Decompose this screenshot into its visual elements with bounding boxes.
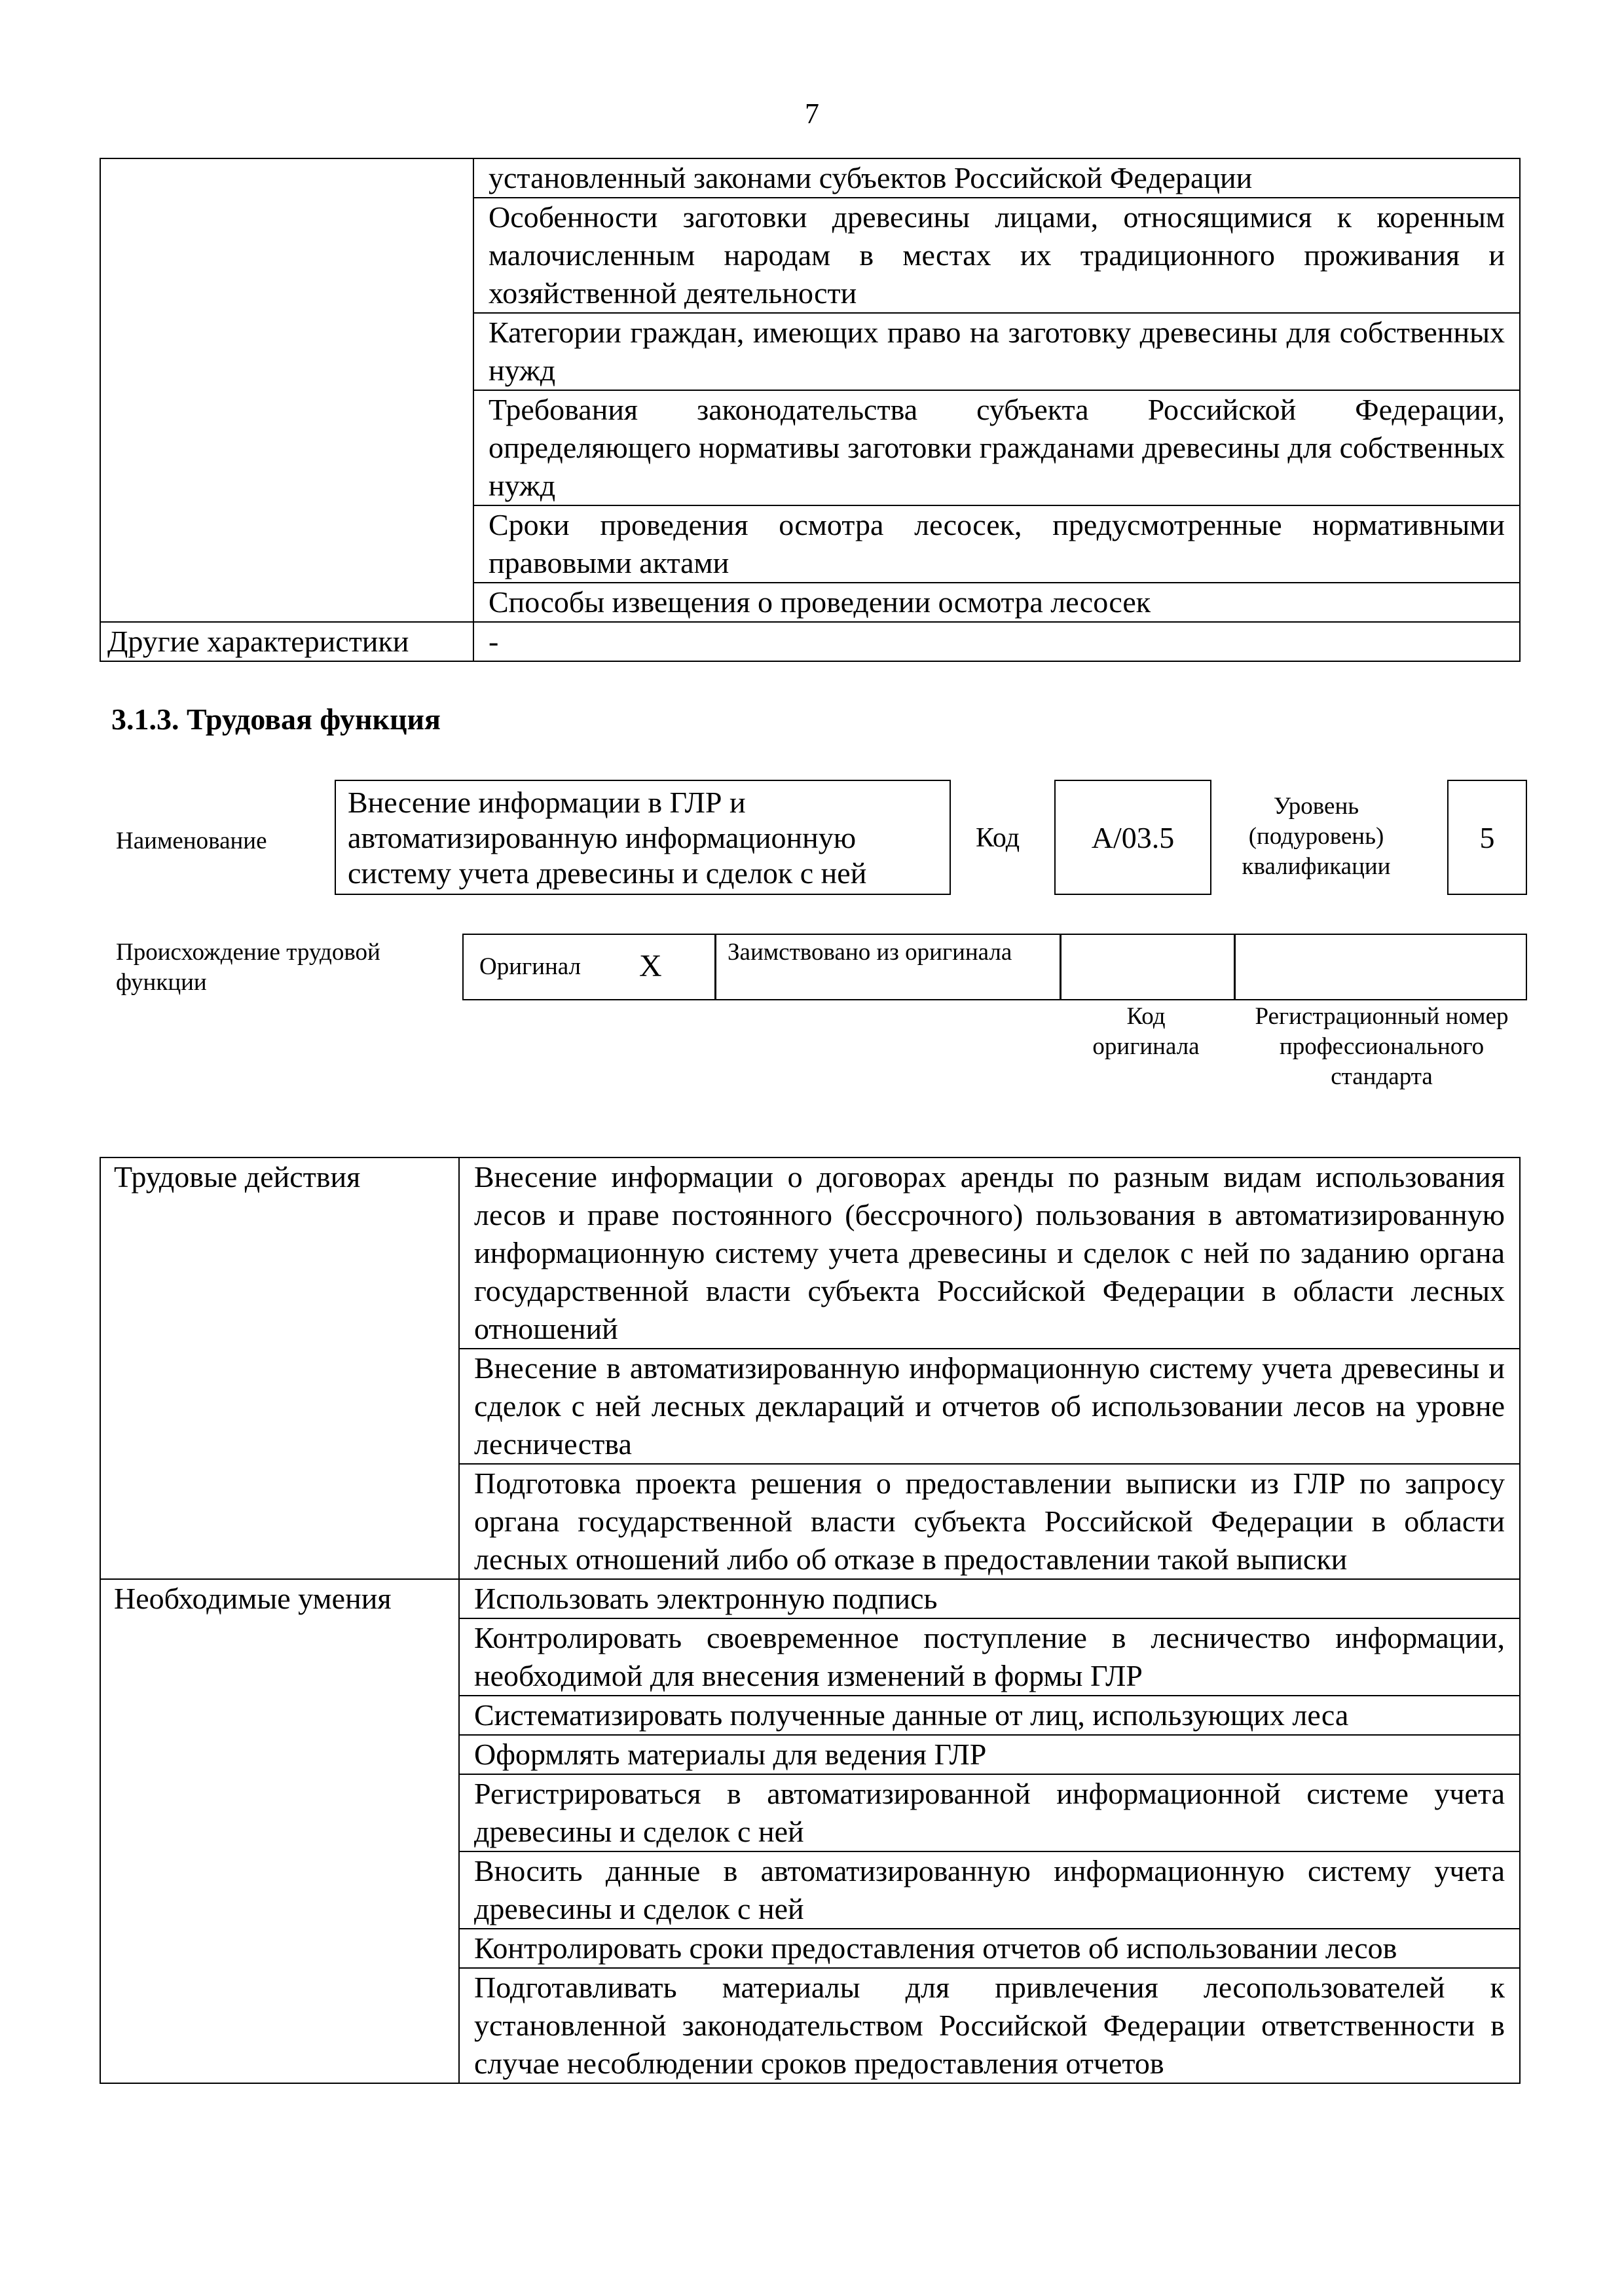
table-cell: Сроки проведения осмотра лесосек, предусмотренные нормативными правовыми актами [473,505,1520,583]
original-mark: X [639,949,662,983]
table-cell: Подготовка проекта решения о предоставлении выписки из ГЛР по запросу органа государственной власти субъекта Российской Федерации в области лесных отношений либо об отказе в предоставлении такой выписки [459,1464,1520,1579]
level-value: 5 [1479,820,1495,854]
table-cell: Использовать электронную подпись [459,1579,1520,1618]
table-cell: Внесение информации о договорах аренды по разным видам использования лесов и праве постоянного (бессрочного) пользования в автоматизированную информационную систему учета древесины и сделок с ней по заданию органа государственной власти субъекта Российской Федерации в области лесных отношений [459,1157,1520,1349]
table-cell: Подготавливать материалы для привлечения лесопользователей к установленной законодательством Российской Федерации ответственности в случае несоблюдении сроков предоставления отчетов [459,1968,1520,2083]
original-code-caption: Код оригинала [1092,1003,1200,1060]
function-name-box [335,780,951,895]
other-characteristics-value: - [473,622,1520,661]
table-cell: Требования законодательства субъекта Российской Федерации, определяющего нормативы заготовки гражданами древесины для собственных нужд [473,390,1520,505]
table-cell: Категории граждан, имеющих право на заготовку древесины для собственных нужд [473,313,1520,390]
table-cell: Систематизировать полученные данные от лиц, использующих леса [459,1696,1520,1735]
table-cell: Особенности заготовки древесины лицами, относящимися к коренным малочисленным народам в местах их традиционного проживания и хозяйственной деятельности [473,198,1520,313]
characteristics-table-continued [100,158,1521,662]
table-row [100,158,1520,198]
code-label: Код [976,823,1020,853]
level-box [1447,780,1527,895]
table-cell: Внесение в автоматизированную информационную систему учета древесины и сделок с ней лесных деклараций и отчетов об использовании лесов на уровне лесничества [459,1349,1520,1464]
origin-label: Происхождение трудовой функции [116,939,380,996]
labor-function-table [100,1157,1521,2084]
divider [1234,935,1236,999]
original-label: Оригинал [479,953,581,980]
other-characteristics-label: Другие характеристики [100,622,473,661]
table-row [100,622,1520,661]
required-skills-label: Необходимые умения [100,1579,459,2083]
code-value: А/03.5 [1091,820,1175,854]
name-label: Наименование [116,828,267,854]
registration-number-caption: Регистрационный номер профессионального стандарта [1255,1003,1509,1090]
table-cell: Контролировать своевременное поступление в лесничество информации, необходимой для внесения изменений в формы ГЛР [459,1618,1520,1696]
table-cell: Оформлять материалы для ведения ГЛР [459,1735,1520,1774]
table-cell: Способы извещения о проведении осмотра лесосек [473,583,1520,622]
table-cell: установленный законами субъектов Российской Федерации [473,158,1520,198]
level-label: Уровень (подуровень) квалификации [1242,793,1391,880]
section-title: 3.1.3. Трудовая функция [111,702,441,736]
table-row [100,1579,1520,1618]
labor-actions-label: Трудовые действия [100,1157,459,1579]
origin-table [462,934,1527,1000]
divider [1060,935,1061,999]
borrowed-label: Заимствовано из оригинала [728,939,1012,966]
page-number: 7 [805,98,819,130]
empty-label-cell [100,158,473,622]
divider [714,935,716,999]
table-cell: Регистрироваться в автоматизированной информационной системе учета древесины и сделок с ней [459,1774,1520,1851]
table-cell: Контролировать сроки предоставления отчетов об использовании лесов [459,1929,1520,1968]
function-name-value: Внесение информации в ГЛР и автоматизированную информационную систему учета древесины и сделок с ней [348,786,867,890]
table-row [100,1157,1520,1349]
code-box [1054,780,1211,895]
table-cell: Вносить данные в автоматизированную информационную систему учета древесины и сделок с ней [459,1851,1520,1929]
